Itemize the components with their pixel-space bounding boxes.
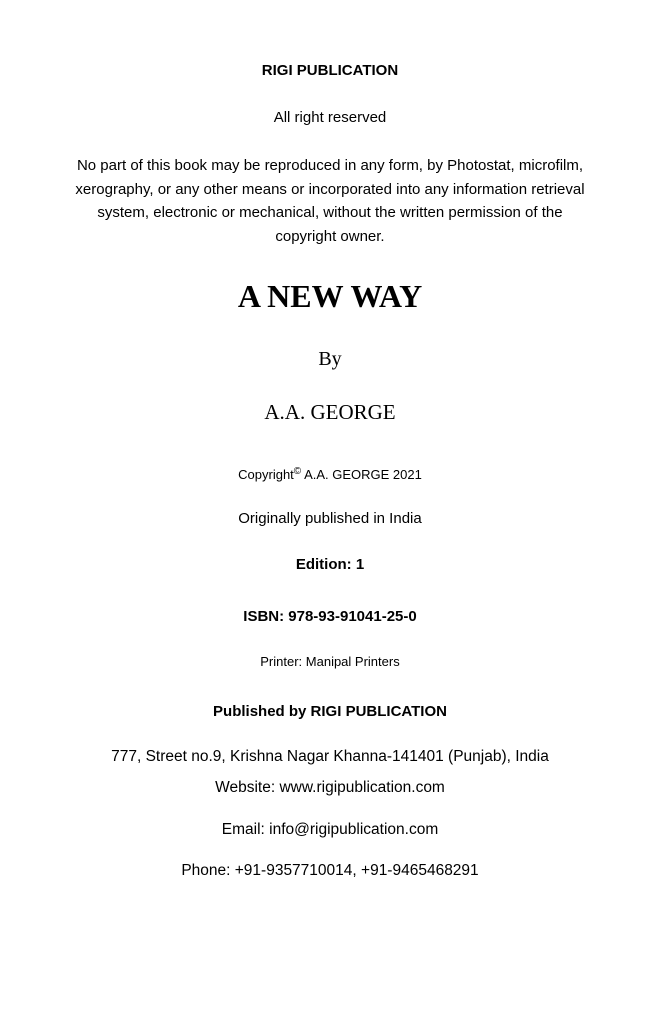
author-name: A.A. GEORGE — [264, 400, 396, 424]
book-title: A NEW WAY — [237, 278, 423, 314]
published-by: Published by RIGI PUBLICATION — [213, 703, 447, 720]
copyright-holder: A.A. GEORGE 2021 — [301, 467, 422, 482]
publisher-address: 777, Street no.9, Krishna Nagar Khanna-141401 (Punjab), India — [111, 748, 549, 765]
publisher-email: Email: info@rigipublication.com — [221, 821, 439, 838]
copyright-line — [0, 466, 660, 482]
copyright-notice: No part of this book may be reproduced in any form, by Photostat, microfilm, xerography, or any other means or incorporated into any information retrieval system, electronic or mechanical, without the written permission of the copyright owner. — [75, 157, 585, 245]
publisher-website: Website: www.rigipublication.com — [215, 779, 445, 796]
byline: By — [318, 348, 342, 370]
edition: Edition: 1 — [295, 556, 365, 573]
printer: Printer: Manipal Printers — [260, 654, 400, 669]
publisher-phone: Phone: +91-9357710014, +91-9465468291 — [181, 862, 479, 879]
isbn: ISBN: 978-93-91041-25-0 — [243, 608, 417, 625]
copyright-symbol: © — [293, 466, 302, 477]
rights-statement: All right reserved — [273, 109, 387, 126]
publication-origin: Originally published in India — [238, 510, 422, 527]
publisher-heading: RIGI PUBLICATION — [261, 62, 399, 79]
copyright-label: Copyright — [238, 467, 294, 482]
